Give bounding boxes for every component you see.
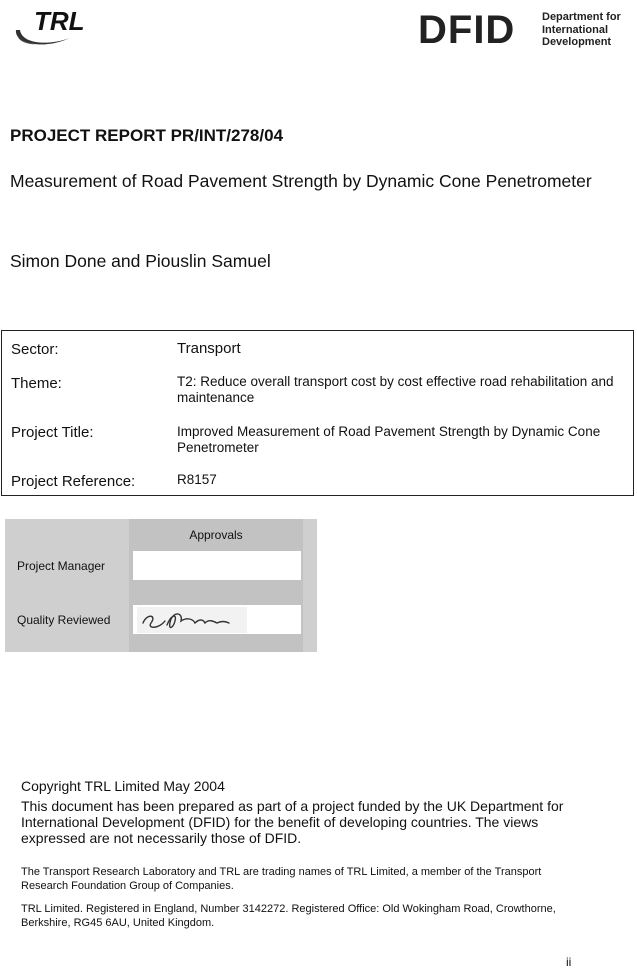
registered-office-note: TRL Limited. Registered in England, Number 3142272. Registered Office: Old Wokingham Road, Crowthorne, Berkshire, RG45 6AU, United Kingdom. (21, 903, 556, 929)
approvals-table (5, 519, 317, 652)
dfid-wordmark: DFID (418, 8, 516, 52)
page-number: ii (566, 955, 572, 969)
dfid-department-line: Development (542, 36, 612, 48)
project-manager-field (133, 551, 301, 580)
trl-logo (14, 4, 106, 48)
report-authors: Simon Done and Piouslin Samuel (10, 251, 271, 271)
approvals-title: Approvals (189, 528, 243, 542)
project-title-label: Project Title: (11, 424, 94, 441)
sector-label: Sector: (11, 341, 59, 358)
signature (137, 607, 247, 633)
project-reference-label: Project Reference: (11, 473, 136, 490)
project-reference-value: R8157 (177, 472, 217, 487)
theme-value: T2: Reduce overall transport cost by cost effective road rehabilitation and maintenance (177, 374, 614, 405)
project-info-box (1, 330, 634, 496)
quality-reviewed-label: Quality Reviewed (17, 613, 111, 627)
trading-names-note: The Transport Research Laboratory and TRL are trading names of TRL Limited, a member of the Transport Research Foundation Group of Companies. (21, 866, 542, 892)
report-number: PROJECT REPORT PR/INT/278/04 (10, 126, 284, 145)
dfid-department-name (542, 11, 632, 49)
funding-disclaimer: This document has been prepared as part of a project funded by the UK Department for International Development (DFID) for the benefit of developing countries. The views expressed are not necessarily those of DFID. (21, 798, 564, 846)
quality-reviewed-field (133, 605, 301, 634)
copyright-notice: Copyright TRL Limited May 2004 (21, 778, 225, 794)
sector-value: Transport (177, 340, 241, 357)
dfid-department-line: International (542, 23, 609, 36)
project-title-value: Improved Measurement of Road Pavement Strength by Dynamic Cone Penetrometer (177, 424, 601, 455)
theme-label: Theme: (11, 375, 62, 392)
svg-text:TRL: TRL (34, 6, 85, 36)
report-title: Measurement of Road Pavement Strength by Dynamic Cone Penetrometer (10, 171, 592, 191)
dfid-logo (418, 8, 628, 52)
dfid-department-line: Department for (542, 11, 621, 23)
project-manager-label: Project Manager (17, 559, 106, 573)
